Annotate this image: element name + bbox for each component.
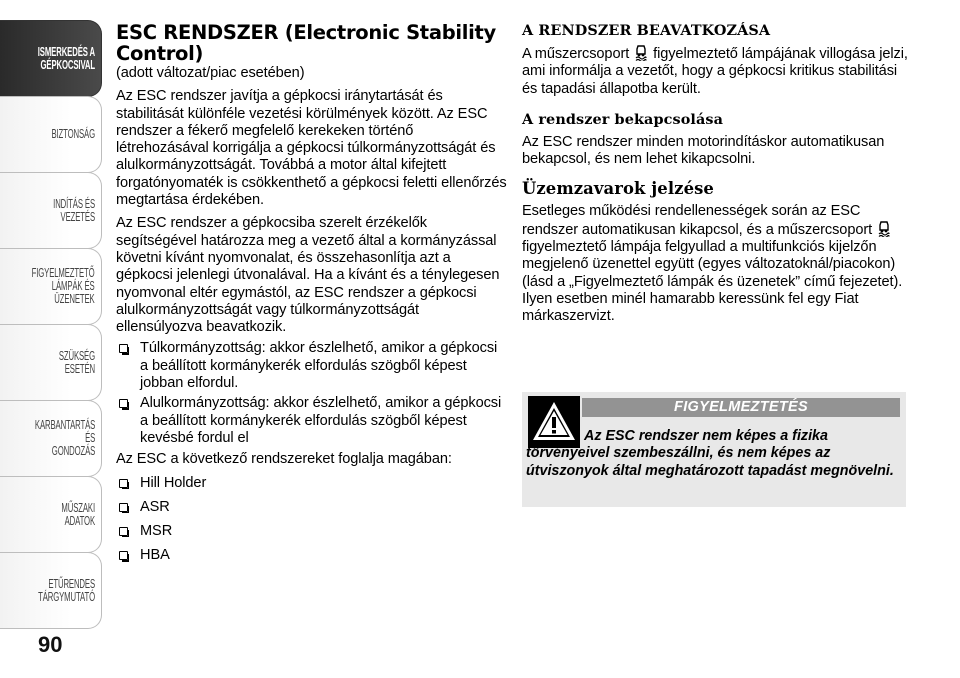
tab-karbantartas[interactable] <box>0 400 102 477</box>
text-span: Esetleges működési rendellenességek során az ESC rendszer automatikusan kikapcsol, és a műszercsoport <box>522 203 873 238</box>
list-item <box>116 395 508 447</box>
tab-label: INDÍTÁS ÉS VEZETÉS <box>53 196 95 224</box>
tab-label: SZÜKSÉG ESETÉN <box>58 348 95 376</box>
checkbox-bullet-icon <box>119 527 128 536</box>
esc-warning-lamp-icon <box>878 221 890 237</box>
steering-list <box>116 340 508 447</box>
tab-label: KARBANTARTÁS ÉS GONDOZÁS <box>34 418 95 458</box>
list-item <box>116 523 508 540</box>
systems-list <box>116 475 508 565</box>
paragraph-sensors: Az ESC rendszer a gépkocsiba szerelt érzékelők segítségével határozza meg a vezető által a kormányzással követni kívánt nyomvonalat, és összehasonlítja azt a gépkocsi jelenlegi útvonalával. Ha a kívánt és a ténylegesen nyomvonal eltér egymástól, az ESC rendszer a gépkocsi alulkormányzottságát vagy túlkormányzottságát ellensúlyozva beavatkozik. <box>116 215 500 336</box>
left-column <box>116 22 508 572</box>
checkbox-bullet-icon <box>119 479 128 488</box>
text-span: A műszercsoport <box>522 46 630 62</box>
section-title: ESC RENDSZER (Electronic Stability Control) <box>116 21 496 65</box>
list-item <box>116 499 508 516</box>
heading-malfunction: Üzemzavarok jelzése <box>522 179 714 199</box>
availability-note: (adott változat/piac esetében) <box>116 65 305 81</box>
right-column <box>522 22 910 326</box>
list-item-text: MSR <box>140 523 173 540</box>
list-item <box>116 547 508 564</box>
tab-label: MŰSZAKI ADATOK <box>61 500 95 528</box>
text-span: figyelmeztető lámpájának villogása jelzi, ami informálja a vezetőt, hogy a gépkocsi kritikus stabilitási és tapadási állapotba került. <box>522 46 908 97</box>
paragraph-intro: Az ESC rendszer javítja a gépkocsi iránytartását és stabilitását különféle vezetési körülmények között. Az ESC rendszer a fékerő megfelelő kerekeken történő létrehozásával korrigálja a gépkocsi túlkormányzottságát és alulkormányzottságát. Továbbá a motor által kifejtett forgatónyomaték is csökkenthető a gépkocsi feletti ellenőrzés megtartása érdekében. <box>116 88 507 209</box>
heading-intervention: A RENDSZER BEAVATKOZÁSA <box>522 22 771 39</box>
chapter-sidebar <box>0 20 102 629</box>
tab-figyelmezteto[interactable] <box>0 248 102 325</box>
text-span: figyelmeztető lámpája felgyullad a multifunkciós kijelzőn megjelenő üzenettel együtt (egyes változatoknál/piacokon) (lásd a „Figyelmeztető lámpák és üzenetek” című fejezetet). Ilyen esetben minél hamarabb keressünk fel egy Fiat márkaszervizt. <box>522 239 903 325</box>
list-item-text: HBA <box>140 547 170 564</box>
tab-szukseg[interactable] <box>0 324 102 401</box>
list-item-text: Hill Holder <box>140 474 207 491</box>
paragraph-intervention <box>522 45 910 98</box>
list-item-text: ASR <box>140 498 170 515</box>
tab-muszaki[interactable] <box>0 476 102 553</box>
paragraph-activation: Az ESC rendszer minden motorindításkor automatikusan bekapcsol, és nem lehet kikapcsolni. <box>522 133 885 168</box>
tab-ismerkedes[interactable] <box>0 20 102 97</box>
tab-inditas[interactable] <box>0 172 102 249</box>
tab-targymutato[interactable] <box>0 552 102 629</box>
warning-text-body: Az ESC rendszer nem képes a fizika törvényeivel szembeszállni, és nem képes az útviszonyok által meghatározott tapadást megnövelni. <box>526 428 894 479</box>
checkbox-bullet-icon <box>119 344 128 353</box>
tab-label: FIGYELMEZTETŐ LÁMPÁK ÉS ÜZENETEK <box>32 266 95 306</box>
warning-banner: FIGYELMEZTETÉS <box>582 398 900 417</box>
page-number: 90 <box>38 632 63 657</box>
tab-biztonsag[interactable] <box>0 96 102 173</box>
list-item-text: Alulkormányzottság: akkor észlelhető, amikor a gépkocsi a beállított kormánykerék elfordulás szögből képest kevésbé fordul el <box>140 395 502 446</box>
checkbox-bullet-icon <box>119 503 128 512</box>
list-item <box>116 340 508 392</box>
paragraph-includes: Az ESC a következő rendszereket foglalja magában: <box>116 451 452 468</box>
tab-label: BIZTONSÁG <box>51 127 95 141</box>
heading-activation: A rendszer bekapcsolása <box>522 110 724 128</box>
list-item-text: Túlkormányzottság: akkor észlelhető, amikor a gépkocsi a beállított kormánykerék elfordulás szögből képest jobban elfordul. <box>140 340 498 392</box>
tab-label: ISMERKEDÉS A GÉPKOCSIVAL <box>37 44 95 72</box>
esc-warning-lamp-icon <box>635 45 647 61</box>
tab-label: ETŰRENDES TÁRGYMUTATÓ <box>38 576 95 604</box>
warning-text <box>526 428 902 480</box>
list-item <box>116 475 508 492</box>
checkbox-bullet-icon <box>119 551 128 560</box>
warning-box <box>522 392 906 507</box>
checkbox-bullet-icon <box>119 399 128 408</box>
paragraph-malfunction <box>522 203 910 325</box>
